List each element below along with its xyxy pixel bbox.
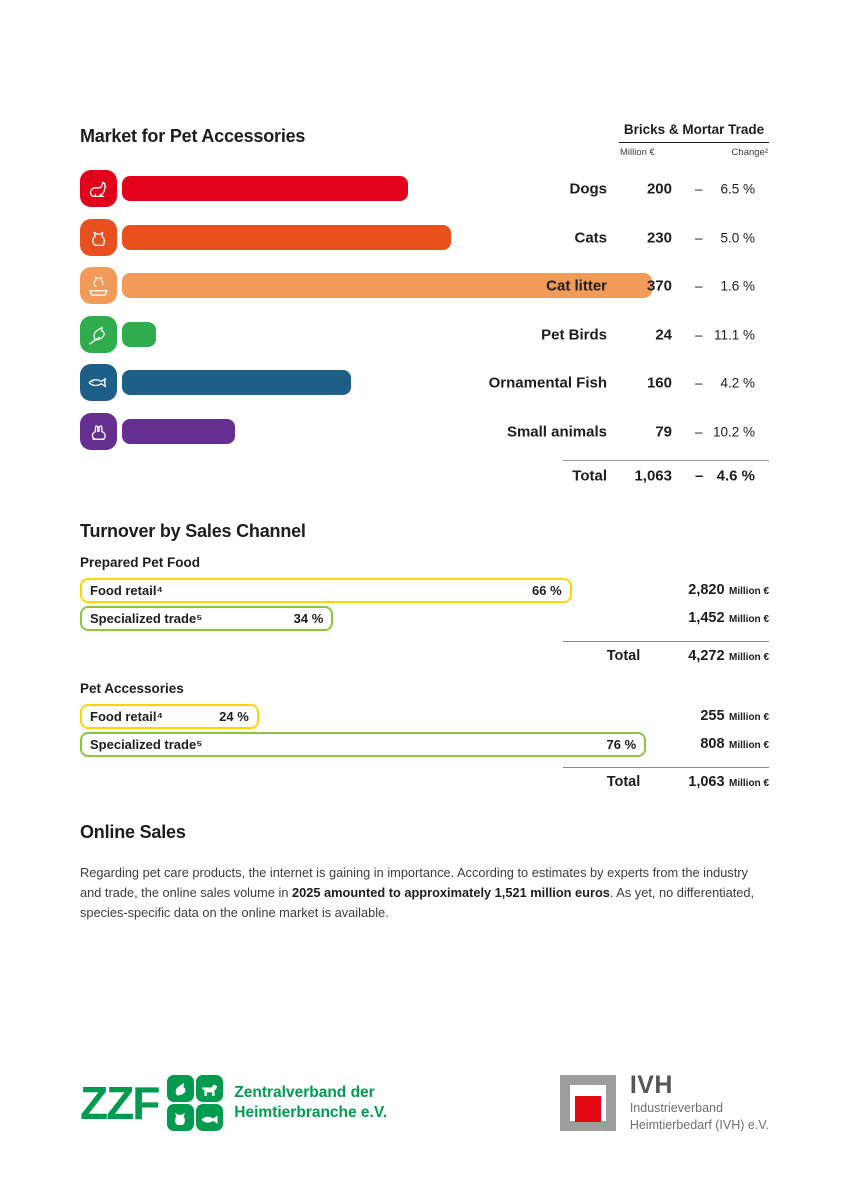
trade-header-block [619,122,769,158]
market-header [80,122,769,158]
market-row-value: 370 [646,277,672,295]
market-row-ornamental-fish [80,359,769,408]
turnover-bar-food-retail [80,578,572,603]
turnover-section [80,521,769,794]
market-row-value: 79 [655,423,672,441]
ivh-name-line2: Heimtierbedarf (IVH) e.V. [629,1117,769,1132]
market-bar [122,322,156,347]
market-row-label: Cats [574,229,607,247]
turnover-total-row [80,768,769,794]
ivh-wordmark: IVH [629,1071,673,1100]
cat-icon [80,219,117,256]
change-value: 1.6 % [720,278,755,294]
turnover-row [80,578,769,606]
market-row-label: Ornamental Fish [488,374,607,392]
turnover-row-value [700,707,769,725]
ivh-red-square [575,1096,601,1122]
value-number: 4,272 [688,648,725,664]
turnover-total-row [80,642,769,668]
zzf-bird-icon [167,1075,194,1102]
market-row-change [695,424,755,439]
paragraph-bold-text: 2025 amounted to approximately 1,521 million euros [292,884,610,900]
value-number: 808 [700,736,725,752]
market-total-label: Total [572,467,607,485]
market-total-value: 1,063 [634,467,672,485]
turnover-bar-label: Food retail⁴ [90,583,163,598]
fish-icon [80,364,117,401]
market-bar [122,370,351,395]
turnover-total-label: Total [606,648,641,664]
column-change: Change² [731,147,768,158]
change-value: 5.0 % [720,230,755,246]
cat-litter-icon [80,267,117,304]
market-bar [122,176,408,201]
turnover-row-value [688,609,769,627]
turnover-total-label: Total [606,774,641,790]
trade-header-title: Bricks & Mortar Trade [619,122,769,143]
change-value: 6.5 % [720,181,755,197]
online-sales-paragraph [80,863,769,922]
value-number: 1,452 [688,610,725,626]
dog-icon [80,170,117,207]
value-unit: Million € [729,614,769,625]
market-row-change [695,279,755,294]
group-name: Prepared Pet Food [80,555,201,570]
minus-sign: – [695,181,703,197]
value-unit: Million € [729,586,769,597]
zzf-fish-icon [196,1104,223,1131]
market-row-value: 160 [646,374,672,392]
turnover-group-prepared-pet-food [80,555,769,668]
turnover-total-value [688,647,769,665]
change-value: 4.6 % [716,467,755,485]
turnover-bar-pct: 24 % [219,709,249,724]
paragraph-text: . As yet, no differentiated, species-specific data on the online market is available. [80,884,755,920]
market-row-cats [80,214,769,263]
turnover-bar-food-retail [80,704,259,729]
zzf-name [234,1083,387,1123]
market-row-cat-litter [80,262,769,311]
market-row-label: Pet Birds [541,326,607,344]
column-million: Million € [620,147,655,158]
minus-sign: – [695,375,703,391]
market-row-value: 200 [646,180,672,198]
turnover-bar-pct: 34 % [293,611,324,626]
turnover-row [80,606,769,634]
ivh-text [630,1072,769,1133]
minus-sign: – [695,278,703,294]
market-section [80,0,769,491]
market-total-change [695,468,755,485]
market-row-change [695,376,755,391]
market-row-label: Dogs [569,180,607,198]
turnover-row-value [688,581,769,599]
turnover-bar-label: Food retail⁴ [90,709,163,724]
group-name: Pet Accessories [80,681,184,696]
change-value: 10.2 % [712,424,755,440]
market-row-label: Cat litter [546,277,607,295]
zzf-wordmark: ZZF [80,1077,159,1130]
market-row-pet-birds [80,311,769,360]
minus-sign: – [695,230,703,246]
turnover-row [80,732,769,760]
zzf-emblem [167,1075,223,1131]
zzf-cat-icon [167,1104,194,1131]
turnover-bar-label: Specialized trade⁵ [90,737,203,752]
value-number: 255 [700,708,725,724]
rabbit-icon [80,413,117,450]
paragraph-text: Regarding pet care products, the internet is gaining in importance. According to estimates by experts from the industry and trade, the online sales volume in [80,865,748,900]
turnover-row-value [700,735,769,753]
bird-icon [80,316,117,353]
trade-column-headers [619,143,769,158]
zzf-name-line2: Heimtierbranche e.V. [234,1104,388,1122]
value-unit: Million € [729,740,769,751]
change-value: 4.2 % [720,375,755,391]
turnover-bar-pct: 66 % [532,583,562,598]
turnover-row [80,704,769,732]
ivh-name-line1: Industrieverband [629,1100,723,1115]
zzf-logo [80,1075,387,1131]
value-number: 2,820 [688,582,725,598]
minus-sign: – [695,327,703,343]
value-unit: Million € [729,712,769,723]
zzf-name-line1: Zentralverband der [234,1083,375,1101]
value-unit: Million € [729,778,769,789]
market-rows [80,165,769,456]
market-title: Market for Pet Accessories [80,126,306,146]
market-row-label: Small animals [506,423,607,441]
market-row-change [695,327,755,342]
minus-sign: – [695,424,703,440]
market-row-change [695,182,755,197]
turnover-bar-label: Specialized trade⁵ [90,611,203,626]
turnover-title: Turnover by Sales Channel [80,521,306,541]
minus-sign: – [695,467,704,485]
online-sales-section [80,822,769,922]
turnover-group-pet-accessories [80,681,769,794]
market-row-value: 230 [646,229,672,247]
change-value: 11.1 % [713,327,755,343]
turnover-bar-specialized-trade [80,606,333,631]
turnover-bar-pct: 76 % [606,737,637,752]
market-bar [122,225,451,250]
ivh-name [630,1100,769,1134]
market-row-change [695,230,755,245]
ivh-logo [560,1072,769,1133]
market-bar [122,419,235,444]
turnover-bar-specialized-trade [80,732,646,757]
market-row-value: 24 [655,326,672,344]
value-number: 1,063 [688,774,725,790]
zzf-dog-icon [196,1075,223,1102]
market-total-row [80,461,769,491]
market-row-small-animals [80,408,769,457]
ivh-emblem [560,1075,616,1131]
footer [80,1072,769,1133]
online-sales-title: Online Sales [80,822,186,842]
market-row-dogs [80,165,769,214]
turnover-total-value [688,773,769,791]
value-unit: Million € [729,652,769,663]
